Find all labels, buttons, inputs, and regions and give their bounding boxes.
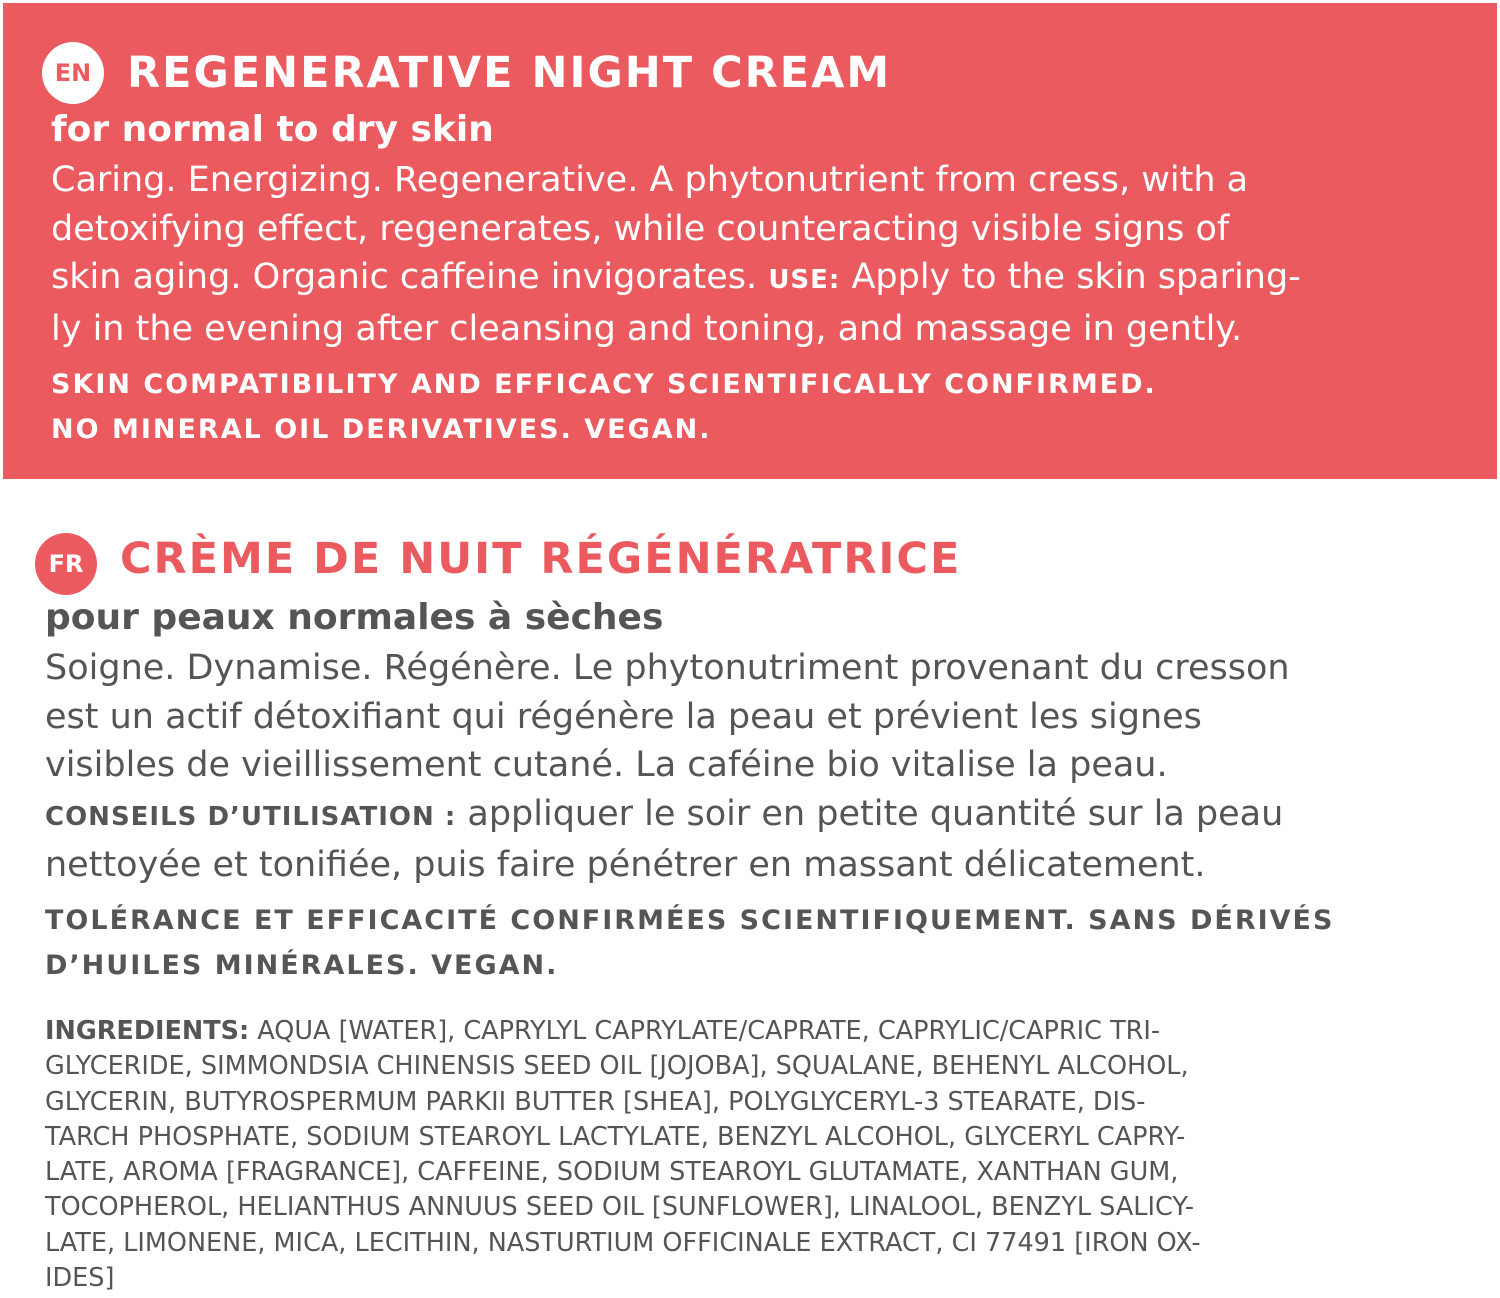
product-title-fr: CRÈME DE NUIT RÉGÉNÉRATRICE [120, 534, 962, 584]
description-line-fr: visibles de vieillissement cutané. La caféine bio vitalise la peau. [45, 745, 1168, 785]
ingredients-line: TOCOPHEROL, HELIANTHUS ANNUUS SEED OIL [SUNFLOWER], LINALOOL, BENZYL SALICY- [45, 1192, 1195, 1223]
claims-fr [45, 898, 1334, 988]
use-text-en: Apply to the skin sparing- [851, 257, 1301, 297]
ingredients-list [45, 1014, 1201, 1296]
claim-line-en: NO MINERAL OIL DERIVATIVES. VEGAN. [51, 414, 712, 445]
description-line-fr: nettoyée et tonifiée, puis faire pénétrer en massant délicatement. [45, 845, 1206, 885]
ingredients-label: INGREDIENTS: [45, 1016, 250, 1046]
description-line-en [51, 253, 1301, 305]
language-badge-fr: FR [35, 533, 97, 595]
ingredients-line: GLYCERIN, BUTYROSPERMUM PARKII BUTTER [SHEA], POLYGLYCERYL-3 STEARATE, DIS- [45, 1086, 1146, 1117]
ingredients-line: LATE, LIMONENE, MICA, LECITHIN, NASTURTIUM OFFICINALE EXTRACT, CI 77491 [IRON OX- [45, 1227, 1201, 1258]
use-label-fr: CONSEILS D’UTILISATION : [45, 801, 457, 832]
ingredients-line: LATE, AROMA [FRAGRANCE], CAFFEINE, SODIUM STEAROYL GLUTAMATE, XANTHAN GUM, [45, 1157, 1179, 1188]
description-fr [45, 644, 1290, 890]
description-text-en: skin aging. Organic caffeine invigorates. [51, 257, 758, 297]
skin-type-subtitle-fr: pour peaux normales à sèches [45, 597, 664, 638]
ingredients-line: TARCH PHOSPHATE, SODIUM STEAROYL LACTYLATE, BENZYL ALCOHOL, GLYCERYL CAPRY- [45, 1121, 1186, 1152]
description-en [51, 156, 1301, 353]
ingredients-line [45, 1014, 1201, 1049]
use-label-en: USE: [768, 265, 841, 295]
claims-en [51, 362, 1157, 452]
description-line-en: detoxifying effect, regenerates, while counteracting visible signs of [51, 208, 1230, 249]
skin-type-subtitle-en: for normal to dry skin [51, 109, 494, 150]
language-badge-en: EN [42, 42, 104, 104]
claim-line-fr: D’HUILES MINÉRALES. VEGAN. [45, 950, 559, 981]
description-line-fr: Soigne. Dynamise. Régénère. Le phytonutriment provenant du cresson [45, 648, 1290, 688]
claim-line-en: SKIN COMPATIBILITY AND EFFICACY SCIENTIFICALLY CONFIRMED. [51, 369, 1157, 400]
use-text-fr: appliquer le soir en petite quantité sur la peau [467, 793, 1284, 834]
product-title-en: REGENERATIVE NIGHT CREAM [127, 48, 892, 98]
description-line-fr: est un actif détoxifiant qui régénère la peau et prévient les signes [45, 696, 1202, 737]
usage-line-fr [45, 790, 1290, 842]
claim-line-fr: TOLÉRANCE ET EFFICACITÉ CONFIRMÉES SCIENTIFIQUEMENT. SANS DÉRIVÉS [45, 905, 1335, 936]
ingredients-line: IDES] [45, 1263, 115, 1294]
ingredients-text: AQUA [WATER], CAPRYLYL CAPRYLATE/CAPRATE, CAPRYLIC/CAPRIC TRI- [257, 1016, 1161, 1046]
ingredients-line: GLYCERIDE, SIMMONDSIA CHINENSIS SEED OIL [JOJOBA], SQUALANE, BEHENYL ALCOHOL, [45, 1051, 1189, 1082]
description-line-en: ly in the evening after cleansing and toning, and massage in gently. [51, 308, 1243, 349]
description-line-en: Caring. Energizing. Regenerative. A phytonutrient from cress, with a [51, 160, 1249, 200]
